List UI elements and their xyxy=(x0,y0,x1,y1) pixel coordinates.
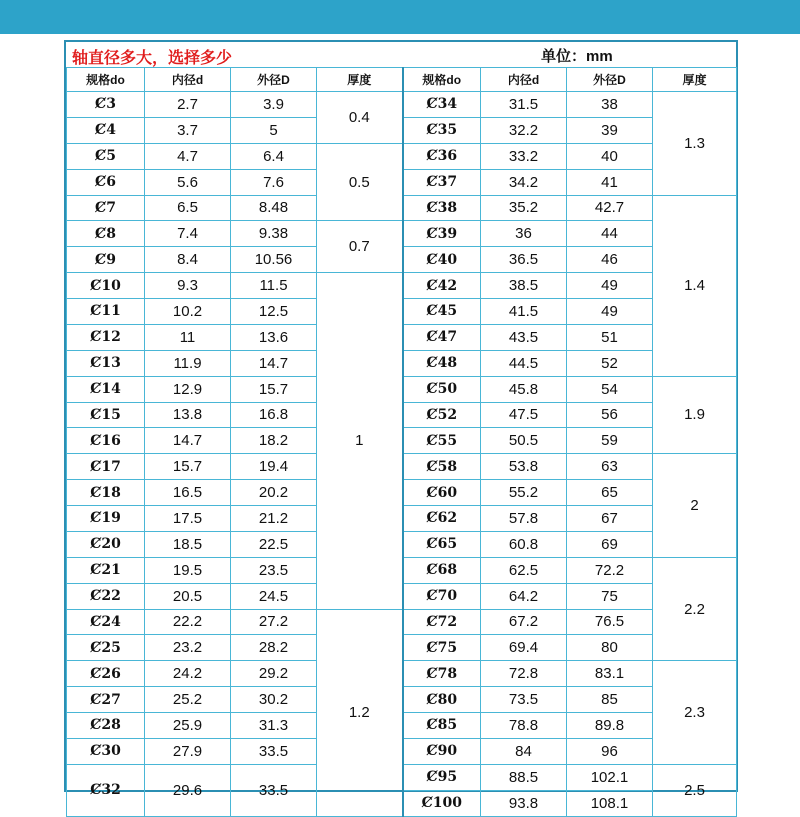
thickness-cell: 1.2 xyxy=(317,609,403,816)
outer-diameter-cell: 27.2 xyxy=(231,609,317,635)
spec-cell: Ȼ15 xyxy=(67,402,145,428)
thickness-cell: 1.3 xyxy=(653,92,737,196)
spec-cell: Ȼ18 xyxy=(67,480,145,506)
outer-diameter-cell: 3.9 xyxy=(231,92,317,118)
spec-cell: Ȼ34 xyxy=(403,92,481,118)
outer-diameter-cell: 11.5 xyxy=(231,273,317,299)
spec-cell: Ȼ70 xyxy=(403,583,481,609)
thickness-cell: 1.9 xyxy=(653,376,737,454)
spec-cell: Ȼ26 xyxy=(67,661,145,687)
inner-diameter-cell: 13.8 xyxy=(145,402,231,428)
spec-sheet xyxy=(64,40,738,812)
spec-cell: Ȼ72 xyxy=(403,609,481,635)
spec-cell: Ȼ3 xyxy=(67,92,145,118)
spec-cell: Ȼ28 xyxy=(67,713,145,739)
inner-diameter-cell: 73.5 xyxy=(481,687,567,713)
spec-cell: Ȼ30 xyxy=(67,738,145,764)
inner-diameter-header: 内径d xyxy=(481,68,567,92)
spec-cell: Ȼ22 xyxy=(67,583,145,609)
spec-cell: Ȼ32 xyxy=(67,764,145,816)
spec-cell: Ȼ47 xyxy=(403,324,481,350)
spec-cell: Ȼ52 xyxy=(403,402,481,428)
thickness-header: 厚度 xyxy=(653,68,737,92)
spec-cell: Ȼ42 xyxy=(403,273,481,299)
inner-diameter-cell: 36.5 xyxy=(481,247,567,273)
outer-diameter-cell: 44 xyxy=(567,221,653,247)
inner-diameter-cell: 19.5 xyxy=(145,557,231,583)
thickness-header: 厚度 xyxy=(317,68,403,92)
inner-diameter-cell: 31.5 xyxy=(481,92,567,118)
spec-cell: Ȼ12 xyxy=(67,324,145,350)
spec-cell: Ȼ14 xyxy=(67,376,145,402)
spec-cell: Ȼ36 xyxy=(403,143,481,169)
inner-diameter-cell: 23.2 xyxy=(145,635,231,661)
spec-cell: Ȼ100 xyxy=(403,790,481,816)
spec-cell: Ȼ25 xyxy=(67,635,145,661)
spec-cell: Ȼ10 xyxy=(67,273,145,299)
spec-cell: Ȼ17 xyxy=(67,454,145,480)
outer-diameter-cell: 39 xyxy=(567,117,653,143)
spec-cell: Ȼ65 xyxy=(403,531,481,557)
spec-cell: Ȼ6 xyxy=(67,169,145,195)
spec-cell: Ȼ85 xyxy=(403,713,481,739)
spec-cell: Ȼ50 xyxy=(403,376,481,402)
outer-diameter-cell: 33.5 xyxy=(231,764,317,816)
outer-diameter-cell: 49 xyxy=(567,299,653,325)
inner-diameter-cell: 27.9 xyxy=(145,738,231,764)
inner-diameter-cell: 22.2 xyxy=(145,609,231,635)
inner-diameter-cell: 14.7 xyxy=(145,428,231,454)
outer-diameter-cell: 54 xyxy=(567,376,653,402)
outer-diameter-cell: 102.1 xyxy=(567,764,653,790)
spec-cell: Ȼ24 xyxy=(67,609,145,635)
outer-diameter-cell: 46 xyxy=(567,247,653,273)
outer-diameter-cell: 80 xyxy=(567,635,653,661)
outer-diameter-cell: 72.2 xyxy=(567,557,653,583)
inner-diameter-cell: 55.2 xyxy=(481,480,567,506)
outer-diameter-cell: 7.6 xyxy=(231,169,317,195)
inner-diameter-cell: 72.8 xyxy=(481,661,567,687)
inner-diameter-cell: 10.2 xyxy=(145,299,231,325)
outer-diameter-cell: 67 xyxy=(567,506,653,532)
outer-diameter-cell: 56 xyxy=(567,402,653,428)
outer-diameter-cell: 75 xyxy=(567,583,653,609)
spec-cell: Ȼ13 xyxy=(67,350,145,376)
spec-cell: Ȼ45 xyxy=(403,299,481,325)
spec-cell: Ȼ20 xyxy=(67,531,145,557)
outer-diameter-cell: 12.5 xyxy=(231,299,317,325)
spec-cell: Ȼ75 xyxy=(403,635,481,661)
outer-diameter-cell: 51 xyxy=(567,324,653,350)
inner-diameter-cell: 12.9 xyxy=(145,376,231,402)
spec-cell: Ȼ27 xyxy=(67,687,145,713)
outer-diameter-cell: 85 xyxy=(567,687,653,713)
inner-diameter-cell: 20.5 xyxy=(145,583,231,609)
spec-cell: Ȼ40 xyxy=(403,247,481,273)
outer-diameter-cell: 108.1 xyxy=(567,790,653,816)
spec-cell: Ȼ37 xyxy=(403,169,481,195)
inner-diameter-cell: 11 xyxy=(145,324,231,350)
inner-diameter-cell: 60.8 xyxy=(481,531,567,557)
spec-cell: Ȼ4 xyxy=(67,117,145,143)
outer-diameter-cell: 19.4 xyxy=(231,454,317,480)
outer-diameter-cell: 40 xyxy=(567,143,653,169)
inner-diameter-cell: 16.5 xyxy=(145,480,231,506)
outer-diameter-cell: 83.1 xyxy=(567,661,653,687)
outer-diameter-cell: 9.38 xyxy=(231,221,317,247)
spec-cell: Ȼ16 xyxy=(67,428,145,454)
thickness-cell: 0.4 xyxy=(317,92,403,144)
spec-header: 规格do xyxy=(67,68,145,92)
spec-cell: Ȼ9 xyxy=(67,247,145,273)
outer-diameter-cell: 10.56 xyxy=(231,247,317,273)
inner-diameter-cell: 47.5 xyxy=(481,402,567,428)
outer-diameter-cell: 5 xyxy=(231,117,317,143)
title-row xyxy=(66,42,736,67)
inner-diameter-cell: 62.5 xyxy=(481,557,567,583)
outer-diameter-cell: 8.48 xyxy=(231,195,317,221)
header-row xyxy=(67,68,737,92)
outer-diameter-cell: 20.2 xyxy=(231,480,317,506)
spec-cell: Ȼ35 xyxy=(403,117,481,143)
inner-diameter-cell: 34.2 xyxy=(481,169,567,195)
inner-diameter-cell: 53.8 xyxy=(481,454,567,480)
table-row xyxy=(67,273,737,299)
outer-diameter-cell: 6.4 xyxy=(231,143,317,169)
inner-diameter-cell: 18.5 xyxy=(145,531,231,557)
spec-cell: Ȼ62 xyxy=(403,506,481,532)
inner-diameter-cell: 25.9 xyxy=(145,713,231,739)
inner-diameter-cell: 8.4 xyxy=(145,247,231,273)
outer-diameter-cell: 13.6 xyxy=(231,324,317,350)
thickness-cell: 2.2 xyxy=(653,557,737,661)
thickness-cell: 1 xyxy=(317,273,403,609)
inner-diameter-cell: 25.2 xyxy=(145,687,231,713)
inner-diameter-cell: 78.8 xyxy=(481,713,567,739)
inner-diameter-cell: 7.4 xyxy=(145,221,231,247)
inner-diameter-cell: 17.5 xyxy=(145,506,231,532)
spec-cell: Ȼ8 xyxy=(67,221,145,247)
outer-diameter-cell: 29.2 xyxy=(231,661,317,687)
outer-diameter-cell: 18.2 xyxy=(231,428,317,454)
inner-diameter-cell: 33.2 xyxy=(481,143,567,169)
inner-diameter-header: 内径d xyxy=(145,68,231,92)
inner-diameter-cell: 9.3 xyxy=(145,273,231,299)
table-row xyxy=(67,92,737,118)
spec-cell: Ȼ19 xyxy=(67,506,145,532)
spec-cell: Ȼ90 xyxy=(403,738,481,764)
spec-cell: Ȼ78 xyxy=(403,661,481,687)
inner-diameter-cell: 29.6 xyxy=(145,764,231,816)
outer-diameter-cell: 16.8 xyxy=(231,402,317,428)
spec-cell: Ȼ80 xyxy=(403,687,481,713)
outer-diameter-cell: 30.2 xyxy=(231,687,317,713)
inner-diameter-cell: 4.7 xyxy=(145,143,231,169)
outer-diameter-header: 外径D xyxy=(567,68,653,92)
title-question: 轴直径多大，选择多少 xyxy=(72,50,233,67)
inner-diameter-cell: 45.8 xyxy=(481,376,567,402)
inner-diameter-cell: 32.2 xyxy=(481,117,567,143)
spec-cell: Ȼ39 xyxy=(403,221,481,247)
outer-diameter-cell: 38 xyxy=(567,92,653,118)
spec-table xyxy=(66,67,737,817)
spec-cell: Ȼ38 xyxy=(403,195,481,221)
outer-diameter-cell: 28.2 xyxy=(231,635,317,661)
outer-diameter-header: 外径D xyxy=(231,68,317,92)
inner-diameter-cell: 43.5 xyxy=(481,324,567,350)
inner-diameter-cell: 88.5 xyxy=(481,764,567,790)
spec-cell: Ȼ5 xyxy=(67,143,145,169)
thickness-cell: 0.5 xyxy=(317,143,403,221)
outer-diameter-cell: 59 xyxy=(567,428,653,454)
inner-diameter-cell: 84 xyxy=(481,738,567,764)
outer-diameter-cell: 23.5 xyxy=(231,557,317,583)
spec-cell: Ȼ55 xyxy=(403,428,481,454)
inner-diameter-cell: 69.4 xyxy=(481,635,567,661)
outer-diameter-cell: 65 xyxy=(567,480,653,506)
spec-cell: Ȼ68 xyxy=(403,557,481,583)
inner-diameter-cell: 38.5 xyxy=(481,273,567,299)
thickness-cell: 0.7 xyxy=(317,221,403,273)
outer-diameter-cell: 15.7 xyxy=(231,376,317,402)
inner-diameter-cell: 2.7 xyxy=(145,92,231,118)
inner-diameter-cell: 5.6 xyxy=(145,169,231,195)
inner-diameter-cell: 93.8 xyxy=(481,790,567,816)
thickness-cell: 2 xyxy=(653,454,737,558)
inner-diameter-cell: 3.7 xyxy=(145,117,231,143)
spec-header: 规格do xyxy=(403,68,481,92)
inner-diameter-cell: 41.5 xyxy=(481,299,567,325)
thickness-cell: 2.3 xyxy=(653,661,737,765)
inner-diameter-cell: 67.2 xyxy=(481,609,567,635)
spec-cell: Ȼ95 xyxy=(403,764,481,790)
spec-cell: Ȼ11 xyxy=(67,299,145,325)
outer-diameter-cell: 14.7 xyxy=(231,350,317,376)
outer-diameter-cell: 52 xyxy=(567,350,653,376)
spec-cell: Ȼ7 xyxy=(67,195,145,221)
outer-diameter-cell: 76.5 xyxy=(567,609,653,635)
unit-label: 单位：mm xyxy=(541,48,613,65)
table-row xyxy=(67,609,737,635)
inner-diameter-cell: 6.5 xyxy=(145,195,231,221)
thickness-cell: 1.4 xyxy=(653,195,737,376)
inner-diameter-cell: 57.8 xyxy=(481,506,567,532)
spec-cell: Ȼ60 xyxy=(403,480,481,506)
table-row xyxy=(67,221,737,247)
top-banner xyxy=(0,0,800,34)
inner-diameter-cell: 11.9 xyxy=(145,350,231,376)
inner-diameter-cell: 24.2 xyxy=(145,661,231,687)
inner-diameter-cell: 44.5 xyxy=(481,350,567,376)
spec-cell: Ȼ21 xyxy=(67,557,145,583)
outer-diameter-cell: 41 xyxy=(567,169,653,195)
outer-diameter-cell: 31.3 xyxy=(231,713,317,739)
outer-diameter-cell: 42.7 xyxy=(567,195,653,221)
outer-diameter-cell: 96 xyxy=(567,738,653,764)
thickness-cell: 2.5 xyxy=(653,764,737,816)
outer-diameter-cell: 22.5 xyxy=(231,531,317,557)
outer-diameter-cell: 24.5 xyxy=(231,583,317,609)
table-row xyxy=(67,143,737,169)
outer-diameter-cell: 89.8 xyxy=(567,713,653,739)
outer-diameter-cell: 33.5 xyxy=(231,738,317,764)
spec-table-body xyxy=(67,68,737,817)
inner-diameter-cell: 50.5 xyxy=(481,428,567,454)
outer-diameter-cell: 69 xyxy=(567,531,653,557)
inner-diameter-cell: 35.2 xyxy=(481,195,567,221)
inner-diameter-cell: 64.2 xyxy=(481,583,567,609)
inner-diameter-cell: 15.7 xyxy=(145,454,231,480)
outer-diameter-cell: 63 xyxy=(567,454,653,480)
spec-cell: Ȼ58 xyxy=(403,454,481,480)
spec-cell: Ȼ48 xyxy=(403,350,481,376)
outer-diameter-cell: 49 xyxy=(567,273,653,299)
outer-diameter-cell: 21.2 xyxy=(231,506,317,532)
inner-diameter-cell: 36 xyxy=(481,221,567,247)
